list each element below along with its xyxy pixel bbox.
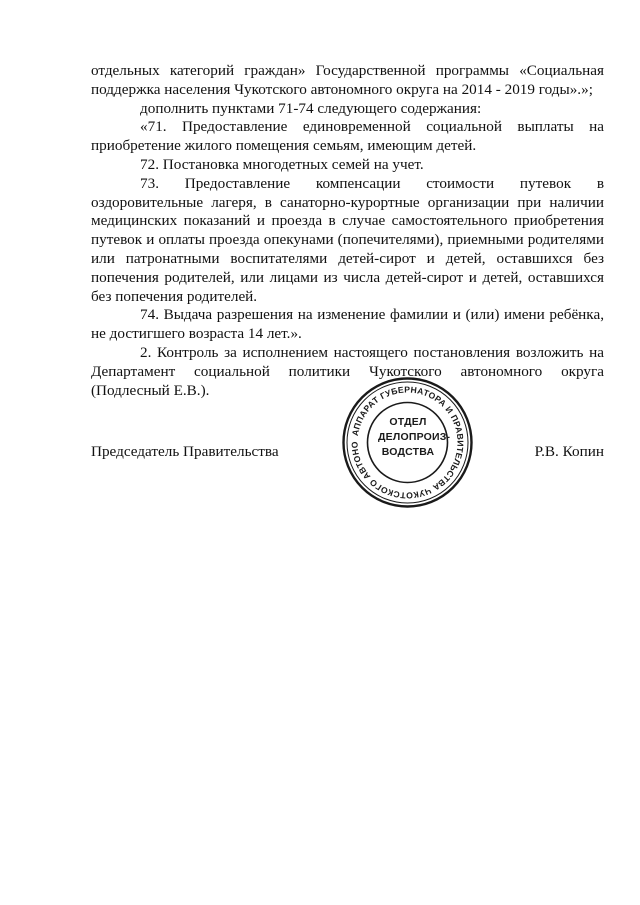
- seal-center-line: ВОДСТВА: [381, 446, 435, 458]
- official-seal: [340, 375, 475, 510]
- paragraph-item-71: «71. Предоставление единовременной социальной выплаты на приобретение жилого помещения семьям, имеющим детей.: [91, 118, 604, 155]
- seal-center-line: ОТДЕЛ: [389, 416, 427, 428]
- signatory-name: Р.В. Копин: [534, 443, 604, 460]
- signatory-position: Председатель Правительства: [91, 443, 279, 460]
- paragraph-item-73: 73. Предоставление компенсации стоимости путевок в оздоровительные лагеря, в санаторно-курортные организации при наличии медицинских показаний и проезда в случае самостоятельного приобретения путевок и оплаты проезда опекунами (попечителями), приемными родителями или патронатными воспитателями детей-сирот и детей, оставшихся без попечения родителей, или лицами из числа детей-сирот и детей, оставшихся без попечения родителей.: [91, 174, 604, 305]
- seal-center-text: [378, 415, 451, 460]
- paragraph-add-items: дополнить пунктами 71-74 следующего содержания:: [140, 99, 482, 117]
- paragraph-item-72: 72. Постановка многодетных семей на учет.: [140, 155, 424, 173]
- paragraph-item-74: 74. Выдача разрешения на изменение фамилии и (или) имени ребёнка, не достигшего возраста 14 лет.».: [91, 306, 604, 343]
- seal-center-line: ДЕЛОПРОИЗ-: [378, 431, 451, 443]
- document-body: [91, 62, 604, 400]
- seal-ring-text: АППАРАТ ГУБЕРНАТОРА И ПРАВИТЕЛЬСТВА ЧУКОТСКОГО АВТОНО: [349, 384, 466, 501]
- paragraph-program-reference: отдельных категорий граждан» Государственной программы «Социальная поддержка населения Чукотского автономного округа на 2014 - 2019 годы».»;: [91, 62, 604, 98]
- paragraph-control-clause: 2. Контроль за исполнением настоящего постановления возложить на Департамент социальной политики Чукотского автономного округа (Подлесный Е.В.).: [91, 343, 604, 399]
